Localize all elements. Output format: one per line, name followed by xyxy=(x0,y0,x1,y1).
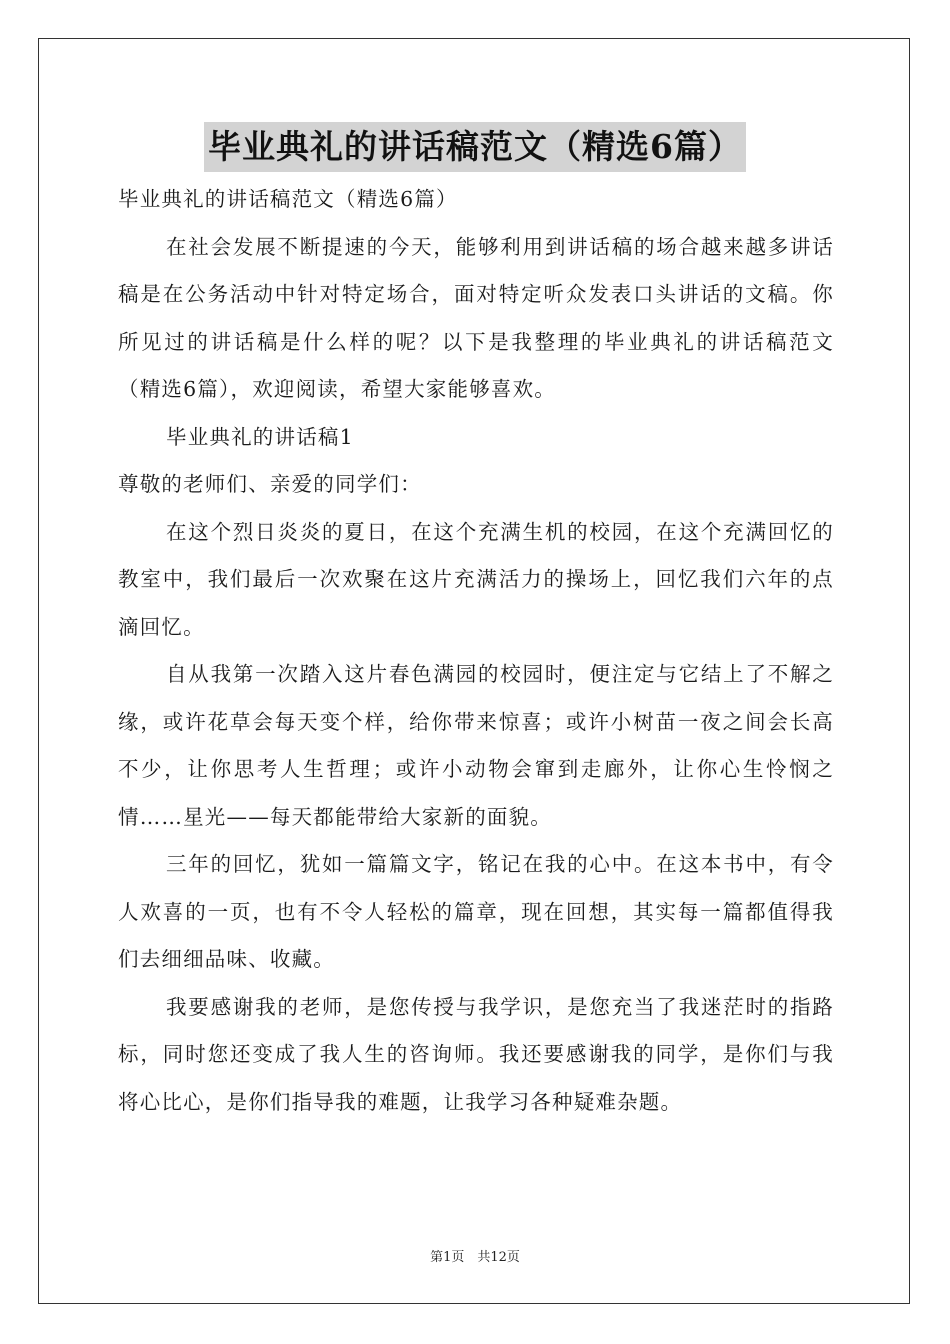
document-subtitle: 毕业典礼的讲话稿范文（精选6篇） xyxy=(118,187,458,211)
section-heading: 毕业典礼的讲话稿1 xyxy=(166,424,354,449)
salutation: 尊敬的老师们、亲爱的同学们： xyxy=(118,472,422,496)
body-paragraph: 我要感谢我的老师，是您传授与我学识，是您充当了我迷茫时的指路标，同时您还变成了我人生的咨询师。我还要感谢我的同学，是你们与我将心比心，是你们指导我的难题，让我学习各种疑难杂题。 xyxy=(118,994,834,1114)
intro-paragraph: 在社会发展不断提速的今天，能够利用到讲话稿的场合越来越多讲话稿是在公务活动中针对特定场合，面对特定听众发表口头讲话的文稿。你所见过的讲话稿是什么样的呢？以下是我整理的毕业典礼的讲话稿范文（精选6篇），欢迎阅读，希望大家能够喜欢。 xyxy=(118,234,834,401)
page-footer: 第1页 共12页 xyxy=(430,1250,520,1265)
document-body xyxy=(118,176,834,1126)
title-wrapper xyxy=(0,122,950,172)
body-paragraph: 在这个烈日炎炎的夏日，在这个充满生机的校园，在这个充满回忆的教室中，我们最后一次欢聚在这片充满活力的操场上，回忆我们六年的点滴回忆。 xyxy=(118,519,834,639)
body-paragraph: 三年的回忆，犹如一篇篇文字，铭记在我的心中。在这本书中，有令人欢喜的一页，也有不令人轻松的篇章，现在回想，其实每一篇都值得我们去细细品味、收藏。 xyxy=(118,852,834,971)
document-title: 毕业典礼的讲话稿范文（精选6篇） xyxy=(204,122,746,172)
body-paragraph: 自从我第一次踏入这片春色满园的校园时，便注定与它结上了不解之缘，或许花草会每天变个样，给你带来惊喜；或许小树苗一夜之间会长高不少，让你思考人生哲理；或许小动物会窜到走廊外，让你心生怜悯之情……星光——每天都能带给大家新的面貌。 xyxy=(118,662,834,829)
